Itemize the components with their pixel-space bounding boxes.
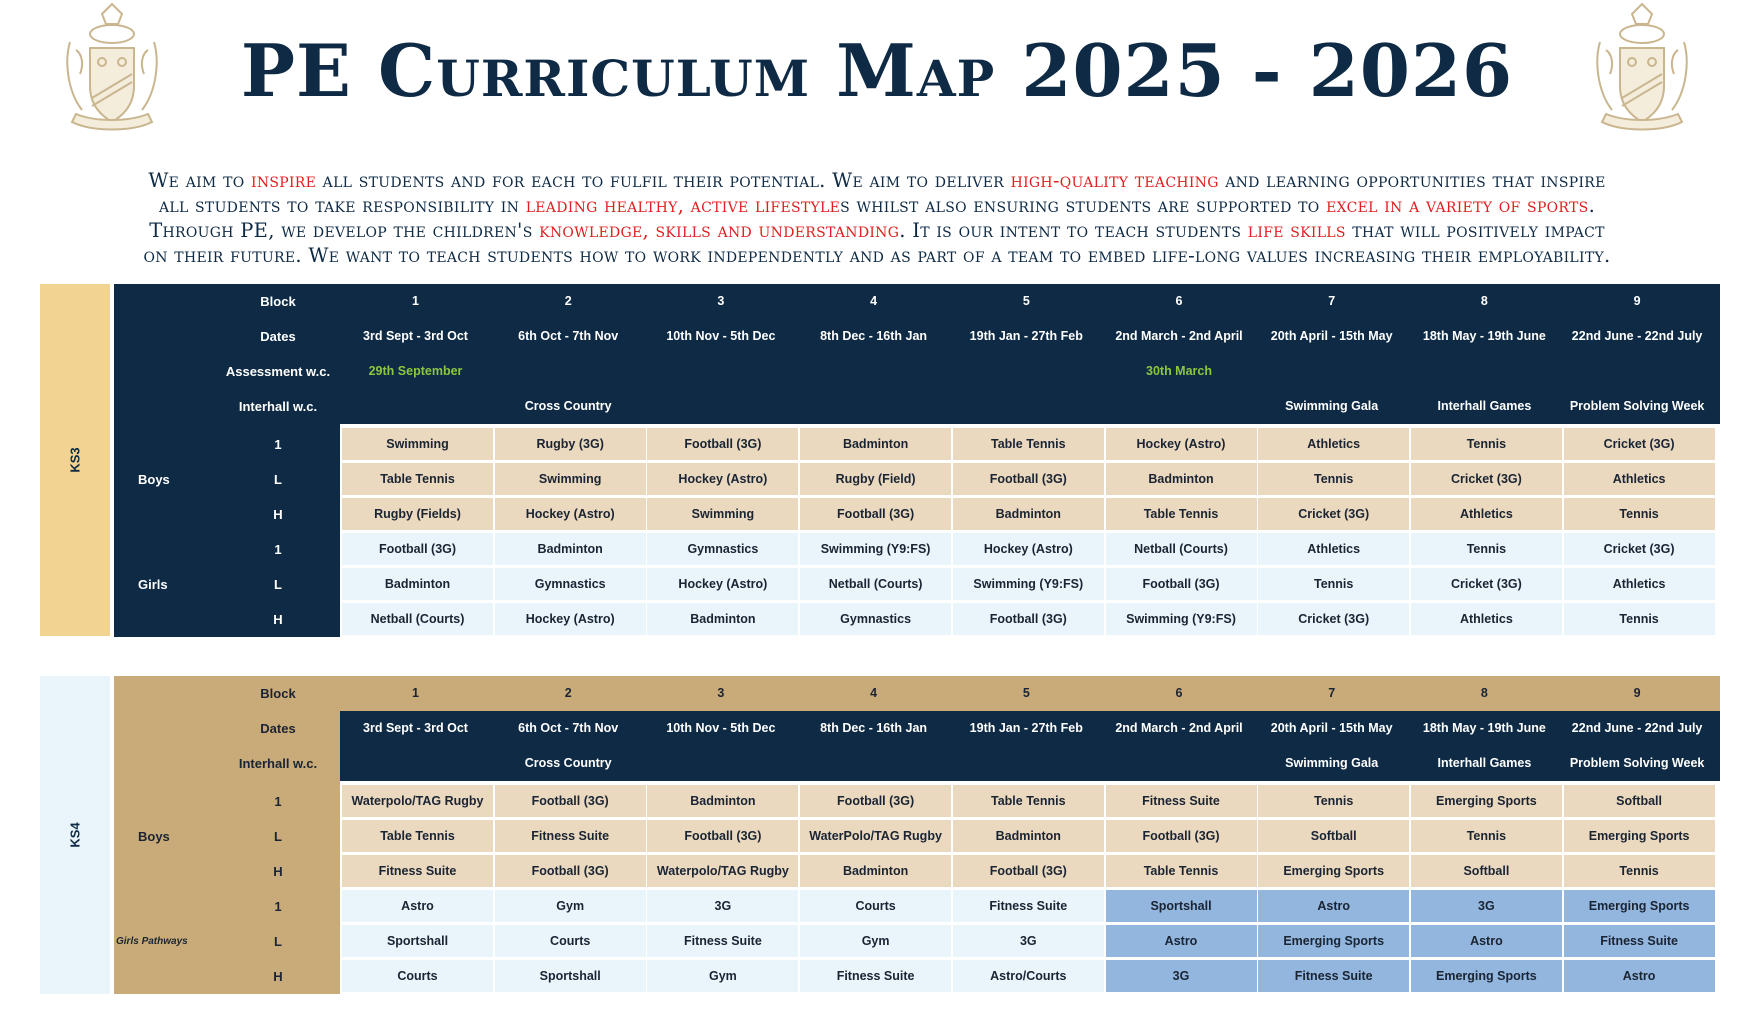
ks3-boys-activity-cell: Cricket (3G) (1411, 463, 1562, 495)
ks3-dates-cell: 10th Nov - 5th Dec (666, 329, 776, 343)
ks3-girls-activity-cell: Football (3G) (953, 603, 1104, 635)
ks3-girls-activity-cell: Gymnastics (495, 568, 646, 600)
ks3-block-label: Block (260, 294, 296, 309)
ks3-block-cell: 6 (1175, 294, 1183, 308)
ks4-boys-activity-cell: Football (3G) (647, 820, 798, 852)
ks4-girls-activity-cell: Courts (800, 890, 951, 922)
intro-highlight: inspire (250, 169, 317, 192)
ks4-dates-cell: 19th Jan - 27th Feb (969, 721, 1083, 735)
ks3-girls-activity-cell: Tennis (1411, 533, 1562, 565)
ks3-interhall-label: Interhall w.c. (238, 399, 318, 414)
ks4-boys-activity-cell: Tennis (1411, 820, 1562, 852)
intro-text: s whilst also ensuring students are supported to (840, 194, 1327, 217)
ks4-boys-activity-cell: Table Tennis (342, 820, 493, 852)
ks3-interhall-cell: Swimming Gala (1285, 399, 1379, 413)
ks3-section (40, 284, 1720, 636)
ks4-block-cell: 5 (1022, 686, 1030, 700)
ks3-girls-activity-cell: Tennis (1258, 568, 1409, 600)
ks3-boys-activity-cell: Swimming (647, 498, 798, 530)
page-title: PE Curriculum Map 2025 - 2026 (240, 28, 1514, 113)
ks3-interhall-cell: Problem Solving Week (1569, 399, 1705, 413)
ks3-dates-cell: 18th May - 19th June (1422, 329, 1546, 343)
ks3-girls-activity-cell: Tennis (1564, 603, 1715, 635)
ks4-block-cell: 3 (717, 686, 725, 700)
intro-line (38, 218, 1716, 243)
ks4-boys-activity-cell: Football (3G) (495, 785, 646, 817)
ks3-block-cell: 7 (1328, 294, 1336, 308)
ks4-boys-activity-cell: Emerging Sports (1564, 820, 1715, 852)
ks3-girls-activity-cell: Hockey (Astro) (953, 533, 1104, 565)
ks3-boys-activity-cell: Badminton (953, 498, 1104, 530)
ks3-boys-activity-cell: Table Tennis (953, 428, 1104, 460)
intro-statement (38, 168, 1716, 268)
ks4-boys-activity-cell: Badminton (800, 855, 951, 887)
ks3-block-cell: 3 (717, 294, 725, 308)
intro-text: We aim to (148, 169, 251, 192)
ks4-interhall-cell: Cross Country (524, 756, 612, 770)
ks4-girls-activity-cell: Courts (495, 925, 646, 957)
ks3-boys-activity-cell: Athletics (1411, 498, 1562, 530)
ks4-boys-set-label: 1 (274, 794, 282, 809)
ks3-girls-activity-cell: Cricket (3G) (1411, 568, 1562, 600)
ks3-girls-activity-cell: Athletics (1411, 603, 1562, 635)
ks3-boys-activity-cell: Football (3G) (647, 428, 798, 460)
ks4-boys-activity-cell: Football (3G) (800, 785, 951, 817)
ks4-girls-activity-cell: 3G (953, 925, 1104, 957)
ks4-block-cell: 6 (1175, 686, 1183, 700)
ks4-girls-activity-cell: Gym (647, 960, 798, 992)
intro-text: Through PE, we develop the children's (149, 219, 540, 242)
ks3-boys-activity-cell: Rugby (Fields) (342, 498, 493, 530)
ks3-boys-activity-cell: Badminton (800, 428, 951, 460)
ks4-interhall-cell: Interhall Games (1437, 756, 1532, 770)
ks4-interhall-label: Interhall w.c. (238, 756, 318, 771)
ks3-girls-activity-cell: Hockey (Astro) (495, 603, 646, 635)
intro-line (38, 193, 1716, 218)
ks3-girls-activity-cell: Badminton (495, 533, 646, 565)
ks4-girls-activity-cell: Astro (1106, 925, 1257, 957)
ks4-boys-activity-cell: Badminton (953, 820, 1104, 852)
ks3-assessment-cell: 29th September (368, 364, 463, 378)
ks4-girls-group-label: Girls Pathways (116, 936, 188, 947)
ks4-boys-activity-cell: Fitness Suite (1106, 785, 1257, 817)
ks4-boys-activity-cell: Waterpolo/TAG Rugby (342, 785, 493, 817)
ks3-girls-activity-cell: Swimming (Y9:FS) (1106, 603, 1257, 635)
ks3-boys-activity-cell: Rugby (3G) (495, 428, 646, 460)
ks4-boys-group-label: Boys (138, 829, 170, 844)
ks4-dates-cell: 10th Nov - 5th Dec (666, 721, 776, 735)
ks4-girls-activity-cell: Astro (342, 890, 493, 922)
ks4-girls-set-label: H (273, 969, 283, 984)
ks3-dates-cell: 2nd March - 2nd April (1115, 329, 1243, 343)
ks3-girls-set-label: 1 (274, 542, 282, 557)
ks4-girls-activity-cell: Sportshall (342, 925, 493, 957)
ks3-boys-group-label: Boys (138, 472, 170, 487)
ks3-boys-activity-cell: Hockey (Astro) (1106, 428, 1257, 460)
intro-highlight: excel in a variety of sports (1326, 194, 1589, 217)
intro-text: . It is our intent to teach students (899, 219, 1248, 242)
ks4-boys-activity-cell: Softball (1411, 855, 1562, 887)
ks4-block-cell: 8 (1480, 686, 1488, 700)
ks4-boys-set-label: H (273, 864, 283, 879)
ks3-girls-set-label: H (273, 612, 283, 627)
ks3-girls-set-label: L (274, 577, 282, 592)
ks3-girls-activity-cell: Badminton (342, 568, 493, 600)
ks4-boys-activity-cell: Fitness Suite (495, 820, 646, 852)
ks3-boys-activity-cell: Tennis (1258, 463, 1409, 495)
ks3-girls-activity-cell: Netball (Courts) (800, 568, 951, 600)
ks4-boys-activity-cell: Football (3G) (953, 855, 1104, 887)
intro-highlight: knowledge, skills and understanding (539, 219, 900, 242)
ks3-girls-activity-cell: Netball (Courts) (1106, 533, 1257, 565)
ks3-girls-activity-cell: Badminton (647, 603, 798, 635)
ks4-boys-activity-cell: Waterpolo/TAG Rugby (647, 855, 798, 887)
ks3-dates-cell: 22nd June - 22nd July (1571, 329, 1703, 343)
ks3-boys-set-label: 1 (274, 437, 282, 452)
ks4-girls-activity-cell: Emerging Sports (1411, 960, 1562, 992)
ks3-girls-activity-cell: Netball (Courts) (342, 603, 493, 635)
intro-text: all students and for each to fulfil their potential. We aim to deliver (316, 169, 1011, 192)
ks4-girls-activity-cell: Astro/Courts (953, 960, 1104, 992)
ks4-stage-label: KS4 (40, 676, 110, 994)
ks4-dates-cell: 18th May - 19th June (1422, 721, 1546, 735)
ks4-interhall-cell: Problem Solving Week (1569, 756, 1705, 770)
ks3-boys-activity-cell: Badminton (1106, 463, 1257, 495)
ks3-interhall-cell: Interhall Games (1437, 399, 1532, 413)
ks4-girls-activity-cell: Emerging Sports (1258, 925, 1409, 957)
ks4-girls-activity-cell: Courts (342, 960, 493, 992)
ks3-stage-label: KS3 (40, 284, 110, 636)
ks4-boys-activity-cell: Tennis (1564, 855, 1715, 887)
ks4-girls-activity-cell: Gym (495, 890, 646, 922)
ks4-girls-activity-cell: 3G (647, 890, 798, 922)
ks3-girls-activity-cell: Hockey (Astro) (647, 568, 798, 600)
ks3-boys-activity-cell: Football (3G) (800, 498, 951, 530)
ks3-boys-activity-cell: Cricket (3G) (1258, 498, 1409, 530)
ks3-interhall-cell: Cross Country (524, 399, 612, 413)
ks4-girls-activity-cell: Gym (800, 925, 951, 957)
ks4-block-cell: 4 (870, 686, 878, 700)
ks3-boys-activity-cell: Rugby (Field) (800, 463, 951, 495)
ks3-girls-activity-cell: Swimming (Y9:FS) (953, 568, 1104, 600)
intro-text: on their future. We want to teach students how to work independently and as part of a team to embed life-long values increasing their employability. (143, 244, 1611, 267)
intro-highlight: leading healthy, active lifestyle (525, 194, 841, 217)
ks3-boys-activity-cell: Athletics (1258, 428, 1409, 460)
ks3-girls-activity-cell: Athletics (1258, 533, 1409, 565)
ks4-boys-activity-cell: Emerging Sports (1411, 785, 1562, 817)
intro-text: and learning opportunities that inspire (1218, 169, 1606, 192)
ks4-dates-cell: 20th April - 15th May (1270, 721, 1393, 735)
intro-text: that will positively impact (1345, 219, 1605, 242)
ks4-boys-activity-cell: Badminton (647, 785, 798, 817)
ks3-boys-activity-cell: Hockey (Astro) (495, 498, 646, 530)
ks4-boys-activity-cell: Softball (1564, 785, 1715, 817)
ks3-girls-activity-cell: Cricket (3G) (1258, 603, 1409, 635)
ks4-girls-activity-cell: Sportshall (1106, 890, 1257, 922)
ks4-boys-activity-cell: Table Tennis (953, 785, 1104, 817)
ks4-girls-activity-cell: 3G (1106, 960, 1257, 992)
ks3-boys-activity-cell: Swimming (342, 428, 493, 460)
ks4-boys-activity-cell: WaterPolo/TAG Rugby (800, 820, 951, 852)
ks4-block-cell: 7 (1328, 686, 1336, 700)
ks3-girls-activity-cell: Football (3G) (342, 533, 493, 565)
ks4-boys-activity-cell: Emerging Sports (1258, 855, 1409, 887)
ks4-dates-cell: 3rd Sept - 3rd Oct (363, 721, 468, 735)
ks3-girls-activity-cell: Gymnastics (647, 533, 798, 565)
ks3-girls-activity-cell: Gymnastics (800, 603, 951, 635)
ks3-block-cell: 9 (1633, 294, 1641, 308)
ks4-boys-set-label: L (274, 829, 282, 844)
intro-highlight: high-quality teaching (1010, 169, 1219, 192)
ks4-girls-activity-cell: Astro (1564, 960, 1715, 992)
ks4-girls-activity-cell: Astro (1411, 925, 1562, 957)
ks4-boys-activity-cell: Football (3G) (1106, 820, 1257, 852)
ks3-dates-cell: 19th Jan - 27th Feb (969, 329, 1083, 343)
intro-line (38, 243, 1716, 268)
ks4-boys-activity-cell: Softball (1258, 820, 1409, 852)
ks4-girls-activity-cell: Fitness Suite (953, 890, 1104, 922)
ks3-dates-cell: 20th April - 15th May (1270, 329, 1393, 343)
intro-highlight: life skills (1247, 219, 1346, 242)
ks4-girls-set-label: 1 (274, 899, 282, 914)
ks4-girls-activity-cell: Fitness Suite (800, 960, 951, 992)
intro-line (38, 168, 1716, 193)
ks3-boys-activity-cell: Swimming (495, 463, 646, 495)
ks4-section (40, 676, 1720, 994)
ks4-dates-cell: 2nd March - 2nd April (1115, 721, 1243, 735)
ks3-girls-activity-cell: Cricket (3G) (1564, 533, 1715, 565)
ks3-boys-activity-cell: Cricket (3G) (1564, 428, 1715, 460)
ks4-girls-set-label: L (274, 934, 282, 949)
ks4-girls-activity-cell: Emerging Sports (1564, 890, 1715, 922)
ks4-block-cell: 2 (564, 686, 572, 700)
ks3-boys-activity-cell: Hockey (Astro) (647, 463, 798, 495)
ks4-dates-label: Dates (260, 721, 296, 736)
ks3-boys-set-label: L (274, 472, 282, 487)
ks3-dates-cell: 6th Oct - 7th Nov (518, 329, 619, 343)
ks4-boys-activity-cell: Football (3G) (495, 855, 646, 887)
ks4-block-cell: 1 (412, 686, 419, 700)
ks4-boys-activity-cell: Tennis (1258, 785, 1409, 817)
ks4-girls-activity-cell: Fitness Suite (647, 925, 798, 957)
ks3-boys-activity-cell: Table Tennis (342, 463, 493, 495)
ks4-block-cell: 9 (1633, 686, 1641, 700)
ks3-block-cell: 4 (870, 294, 878, 308)
ks4-girls-activity-cell: Fitness Suite (1258, 960, 1409, 992)
ks4-dates-cell: 8th Dec - 16th Jan (820, 721, 928, 735)
ks3-girls-activity-cell: Swimming (Y9:FS) (800, 533, 951, 565)
intro-text: . (1588, 194, 1596, 217)
ks3-girls-activity-cell: Athletics (1564, 568, 1715, 600)
ks3-dates-label: Dates (260, 329, 296, 344)
ks4-boys-activity-cell: Fitness Suite (342, 855, 493, 887)
ks4-dates-cell: 6th Oct - 7th Nov (518, 721, 619, 735)
ks3-boys-activity-cell: Tennis (1564, 498, 1715, 530)
ks3-boys-set-label: H (273, 507, 283, 522)
ks3-assessment-cell: 30th March (1146, 364, 1212, 378)
ks4-girls-activity-cell: Fitness Suite (1564, 925, 1715, 957)
ks3-dates-cell: 8th Dec - 16th Jan (820, 329, 928, 343)
intro-text: all students to take responsibility in (158, 194, 526, 217)
ks3-block-cell: 5 (1022, 294, 1030, 308)
ks3-boys-activity-cell: Athletics (1564, 463, 1715, 495)
ks3-assessment-label: Assessment w.c. (225, 364, 331, 379)
ks4-block-label: Block (260, 686, 296, 701)
ks3-girls-activity-cell: Football (3G) (1106, 568, 1257, 600)
ks4-girls-activity-cell: 3G (1411, 890, 1562, 922)
ks3-girls-group-label: Girls (138, 577, 168, 592)
ks4-interhall-cell: Swimming Gala (1285, 756, 1379, 770)
ks3-boys-activity-cell: Football (3G) (953, 463, 1104, 495)
ks4-girls-activity-cell: Sportshall (495, 960, 646, 992)
ks4-girls-activity-cell: Astro (1258, 890, 1409, 922)
ks3-block-cell: 2 (564, 294, 572, 308)
ks3-block-cell: 8 (1480, 294, 1488, 308)
ks3-boys-activity-cell: Table Tennis (1106, 498, 1257, 530)
ks4-dates-cell: 22nd June - 22nd July (1571, 721, 1703, 735)
ks3-block-cell: 1 (412, 294, 419, 308)
ks3-dates-cell: 3rd Sept - 3rd Oct (363, 329, 468, 343)
ks3-boys-activity-cell: Tennis (1411, 428, 1562, 460)
ks4-boys-activity-cell: Table Tennis (1106, 855, 1257, 887)
